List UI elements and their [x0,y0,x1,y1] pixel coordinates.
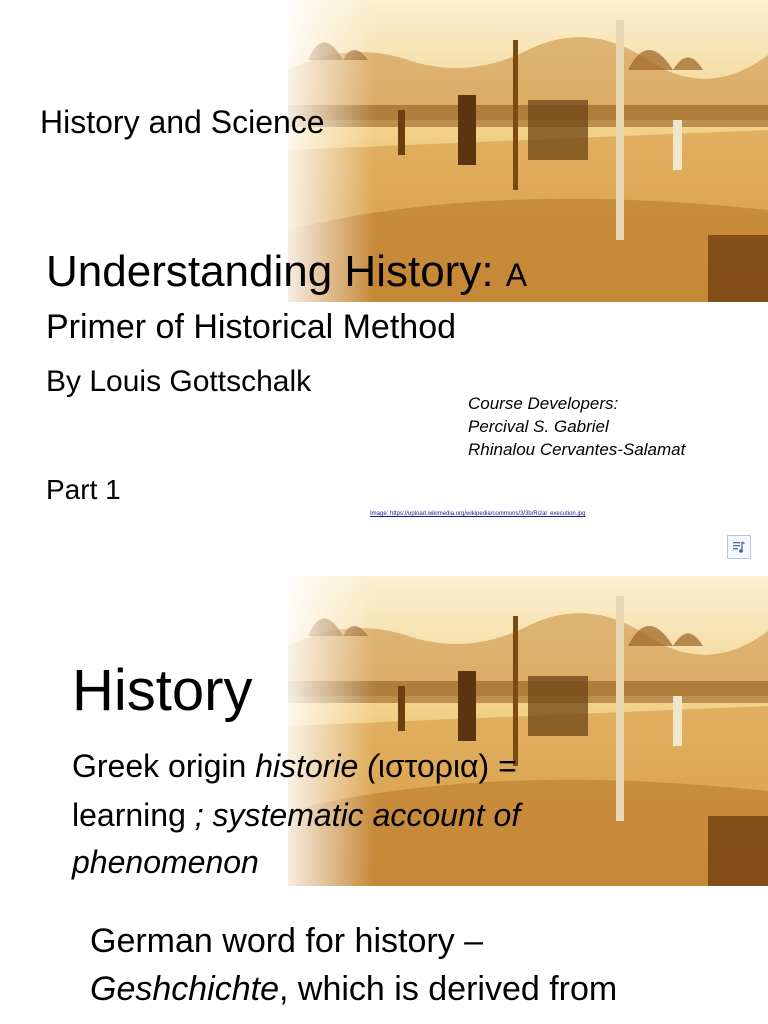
book-title-suffix: A [505,257,528,293]
systematic-account: ; systematic account of [185,797,521,833]
german-term: Geshchichte [90,970,279,1008]
audio-glyph-icon [732,540,746,554]
greek-open: ( [358,748,378,784]
german-rest: , which is derived from [279,970,618,1008]
developer-name: Percival S. Gabriel [468,417,609,436]
sepia-photo-image [288,576,768,886]
history-heading: History [72,658,253,723]
book-author: By Louis Gottschalk [46,365,312,398]
sepia-photo-icon [288,576,768,886]
learning-line [72,799,520,831]
phenomenon-word: phenomenon [72,844,259,880]
book-title-main: Understanding History: [46,247,494,296]
topic-heading: History and Science [40,104,325,140]
book-title-line-2: Primer of Historical Method [46,308,457,346]
greek-word: ιστορια [377,748,479,784]
course-developers [468,392,758,461]
part-label: Part 1 [46,474,121,505]
greek-origin-line [72,750,517,782]
greek-prefix: Greek origin [72,748,256,784]
greek-term: historie [255,748,359,784]
image-credit-link[interactable]: Image: https://upload.wikimedia.org/wikipedia/commons/3/3b/Rizal_execution.jpg [370,511,586,517]
learning-word: learning [72,797,186,833]
audio-file-icon[interactable] [727,535,751,559]
german-line-2 [90,972,617,1006]
book-title-line-1 [46,247,528,296]
german-line-1: German word for history – [90,922,484,960]
greek-close: ) = [478,748,517,784]
developers-label: Course Developers: [468,394,619,413]
developer-name: Rhinalou Cervantes-Salamat [468,440,686,459]
